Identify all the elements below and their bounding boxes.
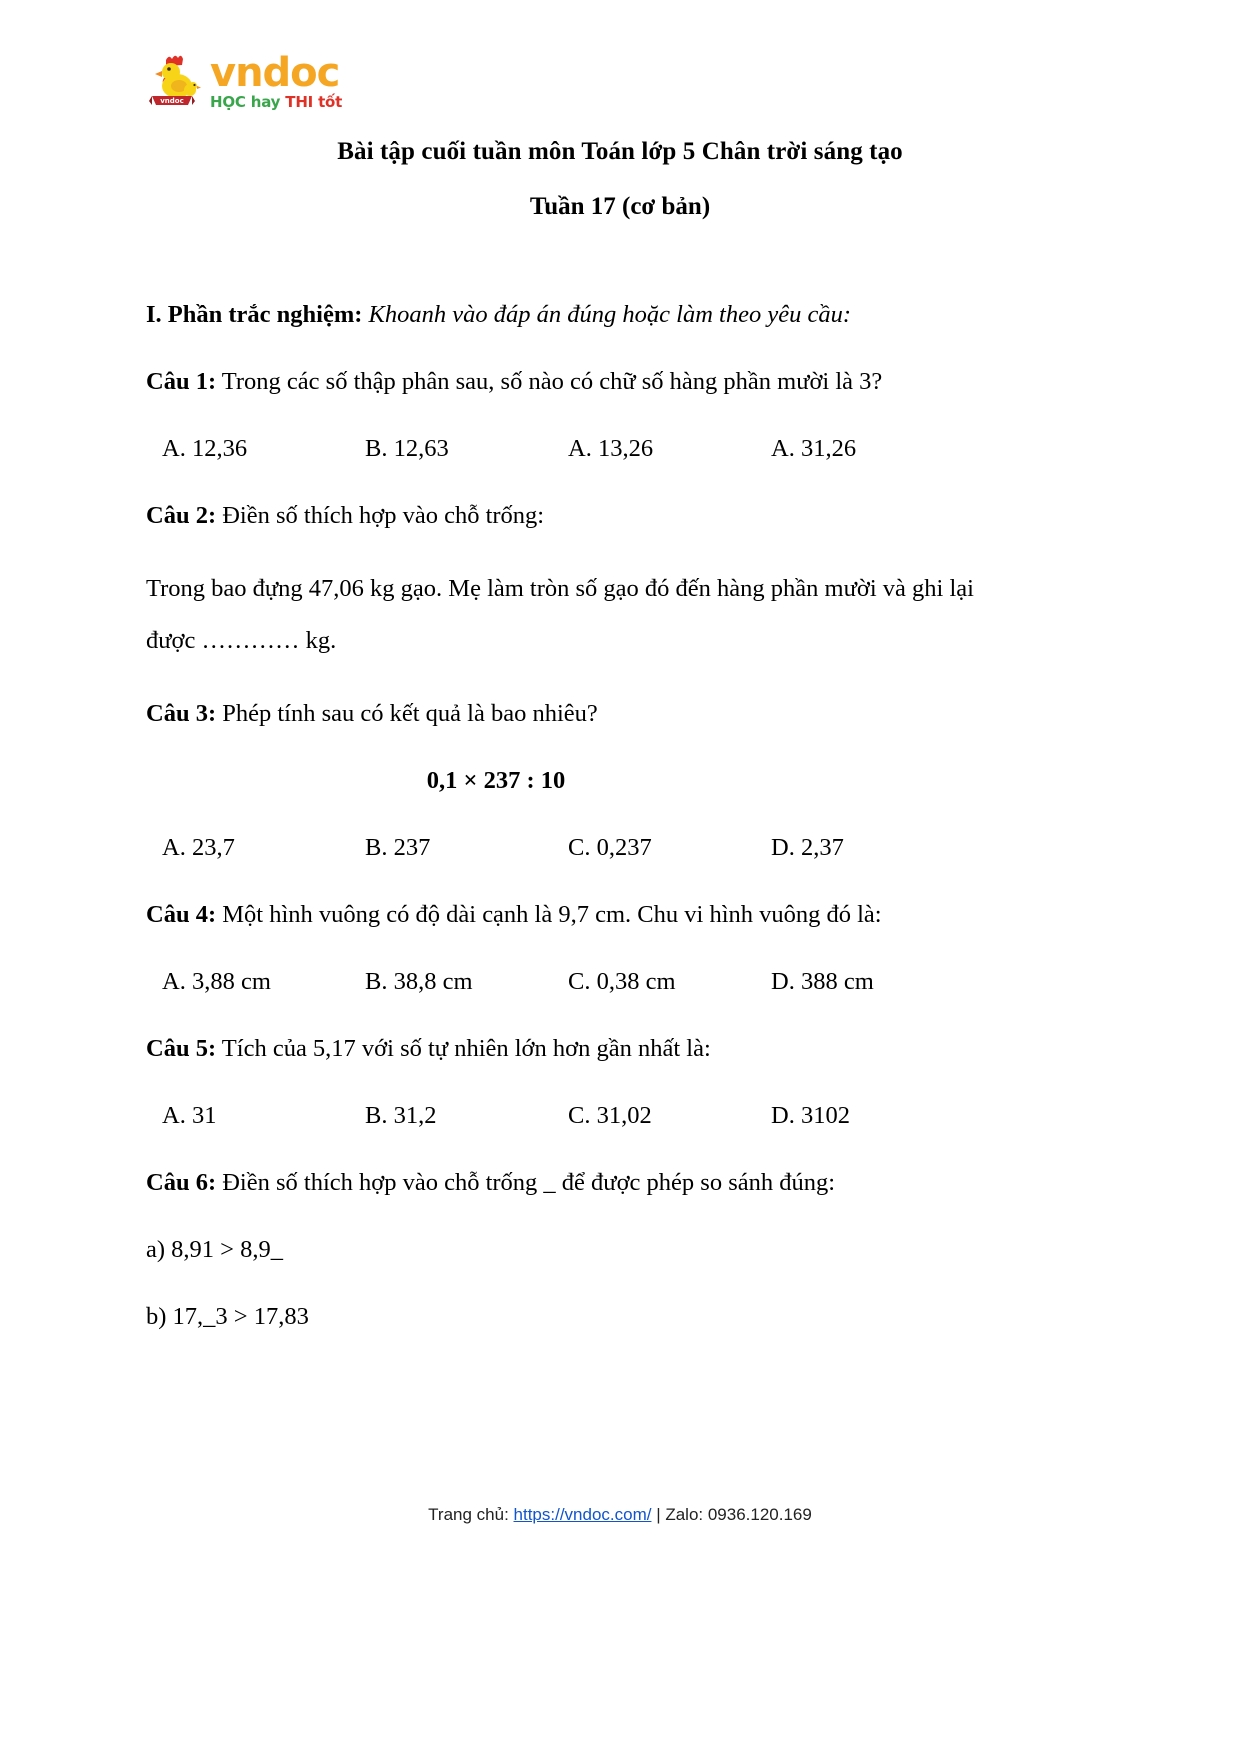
part-1-instruction: Khoanh vào đáp án đúng hoặc làm theo yêu cầu: [368, 301, 851, 328]
question-1-number: Câu 1: [146, 368, 217, 395]
question-1-option-a[interactable]: A. 12,36 [162, 435, 248, 462]
question-2-body-text: Trong bao đựng 47,06 kg gạo. Mẹ làm tròn số gạo đó đến hàng phần mười và ghi lại được ………… kg. [146, 575, 974, 654]
question-3-option-a[interactable]: A. 23,7 [162, 834, 235, 861]
question-3-number: Câu 3: [146, 700, 217, 727]
page-subtitle: Tuần 17 (cơ bản) [529, 193, 711, 220]
logo-wordmark [210, 50, 342, 111]
document-body [146, 295, 986, 1364]
question-6-sub-a-text[interactable]: a) 8,91 > 8,9_ [146, 1236, 283, 1263]
question-3-option-c[interactable]: C. 0,237 [568, 834, 652, 861]
question-3-option-d[interactable]: D. 2,37 [771, 834, 844, 861]
footer-suffix: | Zalo: 0936.120.169 [651, 1505, 812, 1524]
question-4-option-a[interactable]: A. 3,88 cm [162, 968, 271, 995]
question-6-sub-b-text[interactable]: b) 17,_3 > 17,83 [146, 1303, 309, 1330]
rooster-logo-icon [146, 52, 204, 116]
question-5-option-d[interactable]: D. 3102 [771, 1102, 850, 1129]
question-3 [146, 694, 986, 734]
question-5-number: Câu 5: [146, 1035, 217, 1062]
question-1-option-c[interactable]: A. 13,26 [568, 435, 654, 462]
page-title: Bài tập cuối tuần môn Toán lớp 5 Chân trời sáng tạo [337, 138, 903, 165]
question-3-formula [146, 761, 986, 801]
question-6-number: Câu 6: [146, 1169, 217, 1196]
question-3-formula-text: 0,1 × 237 : 10 [426, 767, 566, 794]
question-3-options [146, 828, 986, 868]
question-4-option-d[interactable]: D. 388 cm [771, 968, 874, 995]
svg-text:vndoc: vndoc [160, 97, 184, 105]
question-2-prompt: Điền số thích hợp vào chỗ trống: [216, 502, 545, 529]
question-5-options [146, 1096, 986, 1136]
question-4-prompt: Một hình vuông có độ dài cạnh là 9,7 cm. Chu vi hình vuông đó là: [216, 901, 882, 928]
logo-tagline-part-1: HỌC hay [210, 93, 286, 111]
question-5-prompt: Tích của 5,17 với số tự nhiên lớn hơn gần nhất là: [216, 1035, 711, 1062]
part-1-heading [146, 295, 986, 335]
question-1-option-b[interactable]: B. 12,63 [365, 435, 449, 462]
question-2-number: Câu 2: [146, 502, 217, 529]
page-footer [0, 1505, 1240, 1525]
question-5-option-c[interactable]: C. 31,02 [568, 1102, 652, 1129]
footer-website-link[interactable]: https://vndoc.com/ [513, 1505, 652, 1524]
question-4-number: Câu 4: [146, 901, 217, 928]
question-6-sub-b [146, 1297, 986, 1337]
question-3-option-b[interactable]: B. 237 [365, 834, 431, 861]
question-5-option-a[interactable]: A. 31 [162, 1102, 217, 1129]
question-4-option-c[interactable]: C. 0,38 cm [568, 968, 676, 995]
question-1-option-d[interactable]: A. 31,26 [771, 435, 857, 462]
logo-tagline-part-2: THI tốt [285, 93, 343, 111]
question-1-prompt: Trong các số thập phân sau, số nào có chữ số hàng phần mười là 3? [216, 368, 883, 395]
question-2-body [146, 563, 986, 667]
question-3-prompt: Phép tính sau có kết quả là bao nhiêu? [216, 700, 598, 727]
question-5 [146, 1029, 986, 1069]
question-4-option-b[interactable]: B. 38,8 cm [365, 968, 473, 995]
question-1-options [146, 429, 986, 469]
question-6-prompt: Điền số thích hợp vào chỗ trống _ để được phép so sánh đúng: [216, 1169, 836, 1196]
footer-prefix: Trang chủ: [428, 1505, 514, 1524]
question-6 [146, 1163, 986, 1203]
question-6-sub-a [146, 1230, 986, 1270]
question-4-options [146, 962, 986, 1002]
question-5-option-b[interactable]: B. 31,2 [365, 1102, 437, 1129]
logo-wordmark-text: vndoc [210, 50, 340, 96]
part-1-label: I. Phần trắc nghiệm: [146, 301, 363, 328]
question-1 [146, 362, 986, 402]
question-4 [146, 895, 986, 935]
question-2 [146, 496, 986, 536]
vndoc-logo [146, 50, 446, 122]
logo-tagline [210, 94, 342, 111]
